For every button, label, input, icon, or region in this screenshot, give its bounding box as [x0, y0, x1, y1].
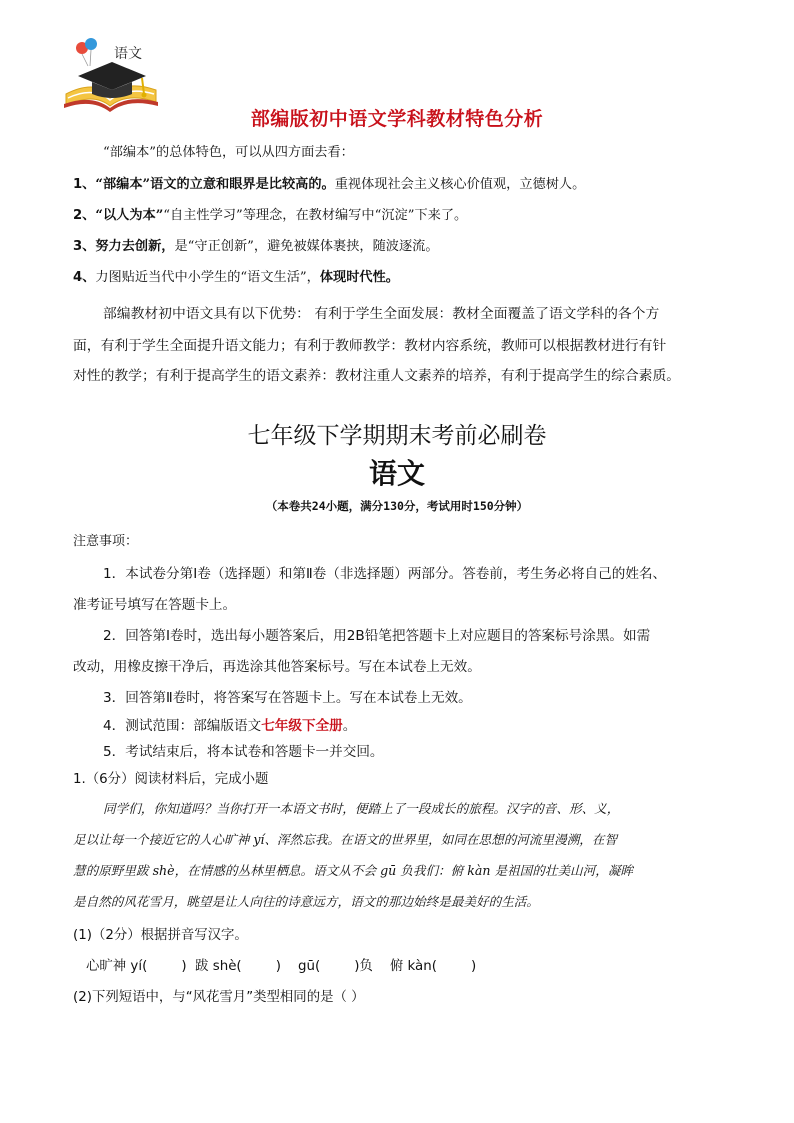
notice-4: [103, 714, 356, 734]
point-1: [73, 178, 585, 191]
exam-subject: 语文: [368, 457, 425, 490]
point-3-bold: 努力去创新，: [95, 239, 175, 254]
logo-image: [58, 36, 163, 114]
point-4-text: 力图贴近当代中小学生的“语文生活”，: [95, 270, 320, 285]
passage-line-1: 同学们，你知道吗？当你打开一本语文书时，便踏上了一段成长的旅程。汉字的音、形、义，: [103, 801, 620, 816]
notice-2-line-1: 2．回答第Ⅰ卷时，选出每小题答案后，用2B铅笔把答题卡上对应题目的答案标号涂黑。如需: [103, 628, 651, 644]
point-2-text: “自主性学习”等理念，在教材编写中“沉淀”下来了。: [163, 208, 468, 223]
notice-1-line-2: 准考证号填写在答题卡上。: [73, 597, 237, 613]
advantages-line-1: 部编教材初中语文具有以下优势： 有利于学生全面发展：教材全面覆盖了语文学科的各个方: [103, 306, 660, 322]
point-3-num: 3、: [73, 239, 96, 254]
point-3: [73, 240, 439, 253]
notice-heading: 注意事项：: [73, 534, 139, 549]
notice-1-line-1: 1．本试卷分第Ⅰ卷（选择题）和第Ⅱ卷（非选择题）两部分。答卷前，考生务必将自己的姓名、: [103, 566, 667, 582]
point-1-num: 1、: [73, 177, 96, 192]
pinyin-blanks: 心旷神 yí( ) 跋 shè( ) gū( )负 俯 kàn( ): [86, 959, 477, 974]
notice-2-line-2: 改动，用橡皮擦干净后，再选涂其他答案标号。写在本试卷上无效。: [73, 659, 481, 675]
passage-line-2: 足以让每一个接近它的人心旷神 yí、浑然忘我。在语文的世界里，如同在思想的河流里漫溯，在智: [73, 832, 618, 847]
point-4-bold: 体现时代性。: [319, 270, 399, 285]
point-4-num: 4、: [73, 270, 96, 285]
point-2-bold: “以人为本”: [95, 208, 164, 223]
notice-3: 3．回答第Ⅱ卷时，将答案写在答题卡上。写在本试卷上无效。: [103, 690, 472, 706]
point-3-text: 是“守正创新”，避免被媒体裹挟，随波逐流。: [174, 239, 439, 254]
page-title: 部编版初中语文学科教材特色分析: [250, 108, 544, 130]
notice-5: 5．考试结束后，将本试卷和答题卡一并交回。: [103, 744, 384, 760]
passage-line-3: 慧的原野里跋 shè，在情感的丛林里栖息。语文从不会 gū 负我们：俯 kàn 是祖国的壮美山河，凝眸: [73, 863, 634, 878]
notice-4-scope: 七年级下全册: [261, 718, 343, 734]
exam-title: 七年级下学期期末考前必刷卷: [247, 423, 547, 449]
graduation-cap-book-icon: [58, 36, 163, 114]
point-2: [73, 209, 467, 222]
passage-line-4: 是自然的风花雪月，眺望是让人向往的诗意远方，语文的那边始终是最美好的生活。: [73, 894, 539, 909]
point-1-text: 重视体现社会主义核心价值观，立德树人。: [334, 177, 586, 192]
notice-4-end: 。: [342, 718, 357, 734]
notice-4-text: 4．测试范围：部编版语文: [103, 718, 262, 734]
sub-question-1: (1)（2分）根据拼音写汉字。: [73, 928, 248, 943]
sub-question-2: (2)下列短语中，与“风花雪月”类型相同的是（ ）: [73, 990, 365, 1005]
point-1-bold: “部编本”语文的立意和眼界是比较高的。: [95, 177, 335, 192]
question-1-heading: 1.（6分）阅读材料后，完成小题: [73, 772, 269, 787]
point-2-num: 2、: [73, 208, 96, 223]
point-4: [73, 271, 399, 284]
advantages-line-2: 面，有利于学生全面提升语文能力；有利于教师教学：教材内容系统，教师可以根据教材进行有针: [73, 338, 667, 354]
logo-label: 语文: [114, 46, 142, 62]
exam-meta: （本卷共24小题，满分130分，考试用时150分钟）: [265, 499, 529, 513]
intro-line: “部编本”的总体特色，可以从四方面去看：: [103, 145, 354, 160]
advantages-line-3: 对性的教学；有利于提高学生的语文素养：教材注重人文素养的培养，有利于提高学生的综合素质。: [73, 368, 681, 384]
